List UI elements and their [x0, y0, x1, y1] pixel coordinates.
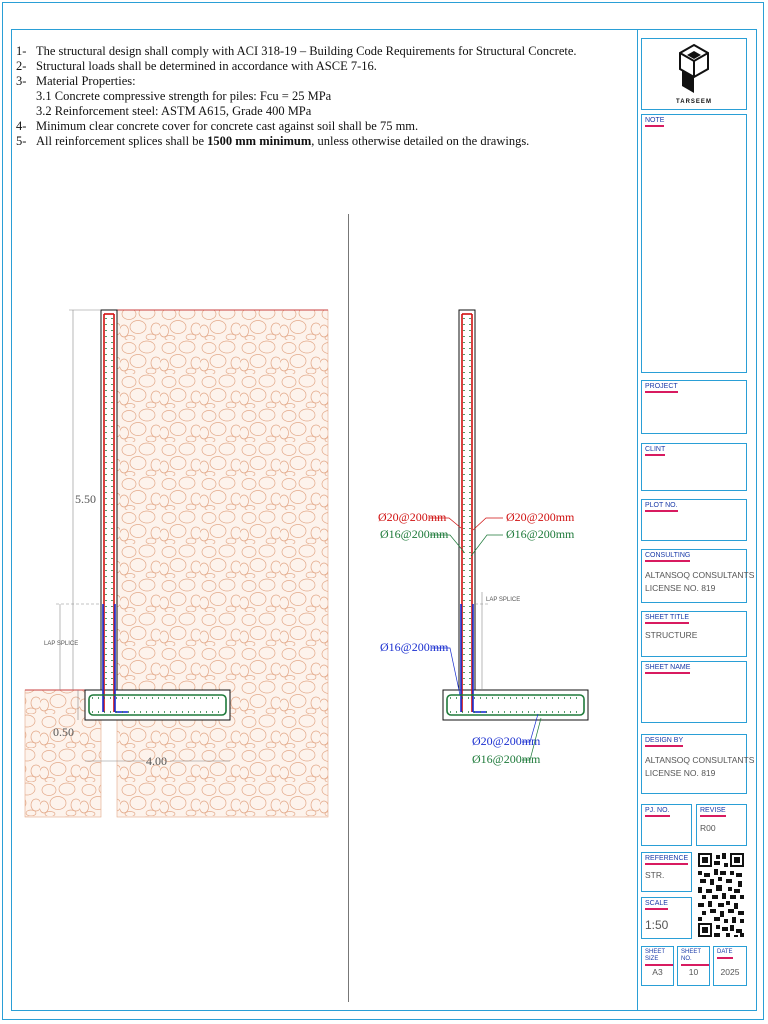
stem-bar-right-green-label: Ø16@200mm — [506, 527, 575, 541]
base-width-dim-label: 4.00 — [146, 754, 167, 768]
project-box — [641, 380, 747, 434]
scale-label: SCALE — [645, 900, 668, 910]
sheet-name-label: SHEET NAME — [645, 664, 690, 674]
reference-label: REFERENCE — [645, 855, 688, 865]
stem-bar-left-green-label: Ø16@200mm — [380, 527, 449, 541]
sheet-size-box — [641, 946, 674, 986]
base-bar-blue-label: Ø20@200mm — [472, 734, 541, 748]
date-box — [713, 946, 747, 986]
lap-splice-label: LAP SPLICE — [486, 597, 521, 603]
note-text-post: , unless otherwise detailed on the drawings. — [311, 134, 530, 148]
logo-text: TARSEEM — [676, 99, 712, 105]
project-label: PROJECT — [645, 383, 678, 393]
revise-label: REVISE — [700, 807, 726, 817]
note-text-bold: 1500 mm minimum — [207, 134, 312, 148]
base-thk-dim-label: 0.50 — [53, 725, 74, 739]
sheet-size-value: A3 — [652, 967, 663, 977]
consulting-name: ALTANSOQ CONSULTANTS — [645, 570, 755, 580]
stem-bar-right-red-label: Ø20@200mm — [506, 510, 575, 524]
reference-value: STR. — [645, 870, 665, 880]
note-number: 2- — [16, 59, 27, 73]
note-3-2: 3.2 Reinforcement steel: ASTM A615, Grade 400 MPa — [36, 104, 312, 118]
pj-no-label: PJ. NO. — [645, 807, 670, 817]
consulting-label: CONSULTING — [645, 552, 690, 562]
qr-code-icon — [698, 853, 744, 937]
lap-splice-label: LAP SPLICE — [44, 641, 79, 647]
right-wall-detail — [378, 310, 588, 766]
sheet-no-label: SHEET NO. — [681, 949, 709, 966]
revise-box — [696, 804, 747, 846]
reference-box — [641, 852, 692, 892]
scale-box — [641, 897, 692, 939]
date-value: 2025 — [720, 967, 740, 977]
note-text: Minimum clear concrete cover for concrete cast against soil shall be 75 mm. — [36, 119, 419, 133]
logo-box — [641, 38, 747, 110]
design-by-label: DESIGN BY — [645, 737, 683, 747]
leader-right-red — [473, 518, 503, 530]
design-by-name: ALTANSOQ CONSULTANTS — [645, 755, 755, 765]
sheet-no-box — [677, 946, 710, 986]
sheet-title-box — [641, 611, 747, 657]
consulting-box — [641, 549, 755, 603]
client-box — [641, 443, 747, 491]
leader-right-green — [471, 535, 503, 556]
height-dim-label: 5.50 — [75, 492, 96, 506]
sheet-no-value: 10 — [688, 967, 699, 977]
date-label: DATE — [717, 949, 733, 959]
revise-value: R00 — [700, 823, 716, 833]
scale-value: 1:50 — [645, 918, 669, 932]
sheet-title-value: STRUCTURE — [645, 630, 698, 640]
stem-bar-left-red-label: Ø20@200mm — [378, 510, 447, 524]
plot-label: PLOT NO. — [645, 502, 678, 512]
client-label: CLINT — [645, 446, 665, 456]
base-bar-green-label: Ø16@200mm — [472, 752, 541, 766]
sheet-title-label: SHEET TITLE — [645, 614, 689, 624]
note-3-1: 3.1 Concrete compressive strength for piles: Fcu = 25 MPa — [36, 89, 332, 103]
pj-no-box — [641, 804, 692, 846]
design-by-license: LICENSE NO. 819 — [645, 768, 716, 778]
backfill-soil — [117, 310, 328, 817]
sheet-name-box — [641, 661, 747, 723]
note-box — [641, 114, 747, 373]
dowel-bar-label: Ø16@200mm — [380, 640, 449, 654]
plot-box — [641, 499, 747, 541]
left-wall-detail — [25, 310, 328, 817]
sheet-size-label: SHEET SIZE — [645, 949, 673, 966]
note-number: 3- — [16, 74, 27, 88]
design-by-box — [641, 734, 755, 794]
note-number: 5- — [16, 134, 27, 148]
leader-dowel — [432, 648, 460, 695]
note-text: Structural loads shall be determined in accordance with ASCE 7-16. — [36, 59, 377, 73]
note-text-pre: All reinforcement splices shall be — [36, 134, 208, 148]
note-number: 4- — [16, 119, 27, 133]
consulting-license: LICENSE NO. 819 — [645, 583, 716, 593]
note-text: Material Properties: — [36, 74, 136, 88]
note-label: NOTE — [645, 117, 664, 127]
note-number: 1- — [16, 44, 27, 58]
note-text: The structural design shall comply with ACI 318-19 – Building Code Requirements for Structural Concrete. — [36, 44, 577, 58]
